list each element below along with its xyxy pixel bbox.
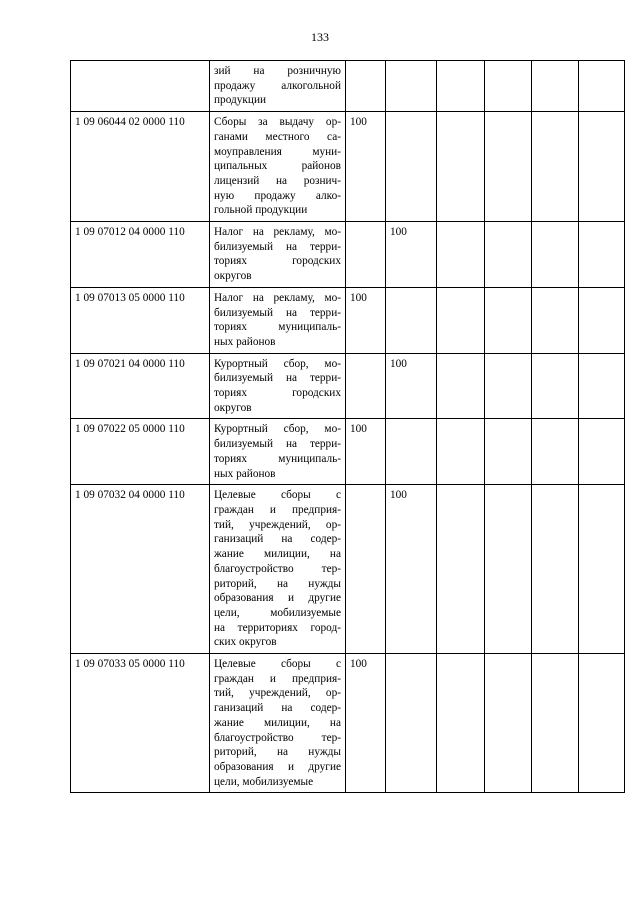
revenue-name-line: ториях городских: [214, 255, 341, 268]
revenue-name-line: Курортный сбор, мо-: [214, 423, 341, 436]
revenue-name-line: цели, мобилизуемые: [214, 606, 341, 619]
revenue-name-line: билизуемый на терри-: [214, 240, 341, 253]
table-row: [71, 287, 625, 353]
value-cell: [386, 61, 437, 112]
value-cell: [437, 419, 485, 485]
revenue-name-line: билизуемый на терри-: [214, 372, 341, 385]
budget-code-cell: 1 09 07013 05 0000 110: [71, 287, 210, 353]
value-cell: [437, 61, 485, 112]
value-cell: [346, 222, 386, 288]
budget-code-cell: 1 09 07022 05 0000 110: [71, 419, 210, 485]
value-cell: [437, 222, 485, 288]
revenue-name-line: Сборы за выдачу ор-: [214, 116, 341, 129]
budget-code-cell: 1 09 07021 04 0000 110: [71, 353, 210, 419]
revenue-name-line: граждан и предприя-: [214, 503, 341, 516]
budget-code-cell: 1 09 06044 02 0000 110: [71, 112, 210, 222]
revenue-name-line: граждан и предприя-: [214, 672, 341, 685]
revenue-name-line: Налог на рекламу, мо-: [214, 226, 341, 239]
value-cell: [485, 61, 532, 112]
value-cell: [579, 485, 625, 654]
table-row: [71, 112, 625, 222]
revenue-name-line: Налог на рекламу, мо-: [214, 291, 341, 304]
value-cell: [437, 112, 485, 222]
value-cell: [386, 654, 437, 793]
revenue-name-line: риторий, на нужды: [214, 577, 341, 590]
budget-code-cell: [71, 61, 210, 112]
value-cell: [386, 419, 437, 485]
revenue-name-line: тий, учреждений, ор-: [214, 518, 341, 531]
value-cell: [485, 112, 532, 222]
budget-table: [70, 60, 625, 793]
revenue-name-line: ториях муниципаль-: [214, 452, 341, 465]
revenue-name-line: ганизаций на содер-: [214, 702, 341, 715]
revenue-name-line: билизуемый на терри-: [214, 306, 341, 319]
value-cell: [437, 353, 485, 419]
budget-code-cell: 1 09 07032 04 0000 110: [71, 485, 210, 654]
value-cell: 100: [346, 112, 386, 222]
revenue-name-cell: [210, 222, 346, 288]
value-cell: [485, 419, 532, 485]
value-cell: 100: [346, 654, 386, 793]
value-cell: [485, 222, 532, 288]
value-cell: [485, 485, 532, 654]
page-number: 133: [311, 30, 329, 44]
revenue-name-line: ториях муниципаль-: [214, 321, 341, 334]
value-cell: [532, 419, 579, 485]
budget-code-cell: 1 09 07033 05 0000 110: [71, 654, 210, 793]
table-row: [71, 485, 625, 654]
value-cell: [579, 353, 625, 419]
table-row: [71, 654, 625, 793]
revenue-name-line: моуправления муни-: [214, 145, 341, 158]
value-cell: [346, 353, 386, 419]
revenue-name-cell: [210, 61, 346, 112]
revenue-name-line: ную продажу алко-: [214, 189, 341, 202]
revenue-name-cell: [210, 353, 346, 419]
revenue-name-line: ганами местного са-: [214, 130, 341, 143]
revenue-name-line: округов: [214, 401, 252, 414]
revenue-name-cell: [210, 287, 346, 353]
revenue-name-line: продажу алкогольной: [214, 79, 341, 92]
revenue-name-cell: [210, 654, 346, 793]
revenue-name-line: Целевые сборы с: [214, 489, 341, 502]
value-cell: [485, 353, 532, 419]
value-cell: [346, 485, 386, 654]
revenue-name-cell: [210, 112, 346, 222]
revenue-name-line: благоустройство тер-: [214, 731, 341, 744]
revenue-name-line: ных районов: [214, 335, 276, 348]
budget-code-cell: 1 09 07012 04 0000 110: [71, 222, 210, 288]
value-cell: [532, 654, 579, 793]
table-row: [71, 419, 625, 485]
value-cell: [532, 287, 579, 353]
value-cell: [346, 61, 386, 112]
value-cell: [579, 222, 625, 288]
value-cell: 100: [346, 287, 386, 353]
value-cell: 100: [346, 419, 386, 485]
revenue-name-line: образования и другие: [214, 592, 341, 605]
revenue-name-cell: [210, 485, 346, 654]
revenue-name-line: на территориях город-: [214, 621, 341, 634]
value-cell: [579, 654, 625, 793]
revenue-name-line: ских округов: [214, 636, 277, 649]
value-cell: [386, 287, 437, 353]
value-cell: [579, 112, 625, 222]
revenue-name-line: гольной продукции: [214, 204, 308, 217]
revenue-name-line: ганизаций на содер-: [214, 533, 341, 546]
value-cell: [437, 654, 485, 793]
value-cell: [437, 287, 485, 353]
value-cell: [532, 61, 579, 112]
value-cell: [532, 112, 579, 222]
revenue-name-line: округов: [214, 270, 252, 283]
revenue-name-line: риторий, на нужды: [214, 746, 341, 759]
value-cell: [579, 61, 625, 112]
revenue-name-line: Курортный сбор, мо-: [214, 357, 341, 370]
revenue-name-line: билизуемый на терри-: [214, 438, 341, 451]
revenue-name-line: ториях городских: [214, 387, 341, 400]
revenue-name-line: жание милиции, на: [214, 716, 341, 729]
revenue-name-line: тий, учреждений, ор-: [214, 687, 341, 700]
value-cell: [437, 485, 485, 654]
revenue-name-line: ципальных районов: [214, 160, 341, 173]
revenue-name-line: цели, мобилизуемые: [214, 775, 314, 788]
value-cell: 100: [386, 222, 437, 288]
revenue-name-line: лицензий на рознич-: [214, 174, 341, 187]
table-row: [71, 61, 625, 112]
revenue-name-line: зий на розничную: [214, 65, 341, 77]
value-cell: 100: [386, 485, 437, 654]
value-cell: [485, 654, 532, 793]
revenue-name-line: образования и другие: [214, 760, 341, 773]
value-cell: [532, 485, 579, 654]
value-cell: [485, 287, 532, 353]
table-row: [71, 222, 625, 288]
value-cell: [579, 419, 625, 485]
value-cell: [532, 353, 579, 419]
value-cell: 100: [386, 353, 437, 419]
revenue-name-line: Целевые сборы с: [214, 658, 341, 671]
value-cell: [386, 112, 437, 222]
revenue-name-line: ных районов: [214, 467, 276, 480]
revenue-name-cell: [210, 419, 346, 485]
revenue-name-line: жание милиции, на: [214, 548, 341, 561]
table-row: [71, 353, 625, 419]
revenue-name-line: благоустройство тер-: [214, 562, 341, 575]
value-cell: [532, 222, 579, 288]
value-cell: [579, 287, 625, 353]
revenue-name-line: продукции: [214, 94, 267, 107]
